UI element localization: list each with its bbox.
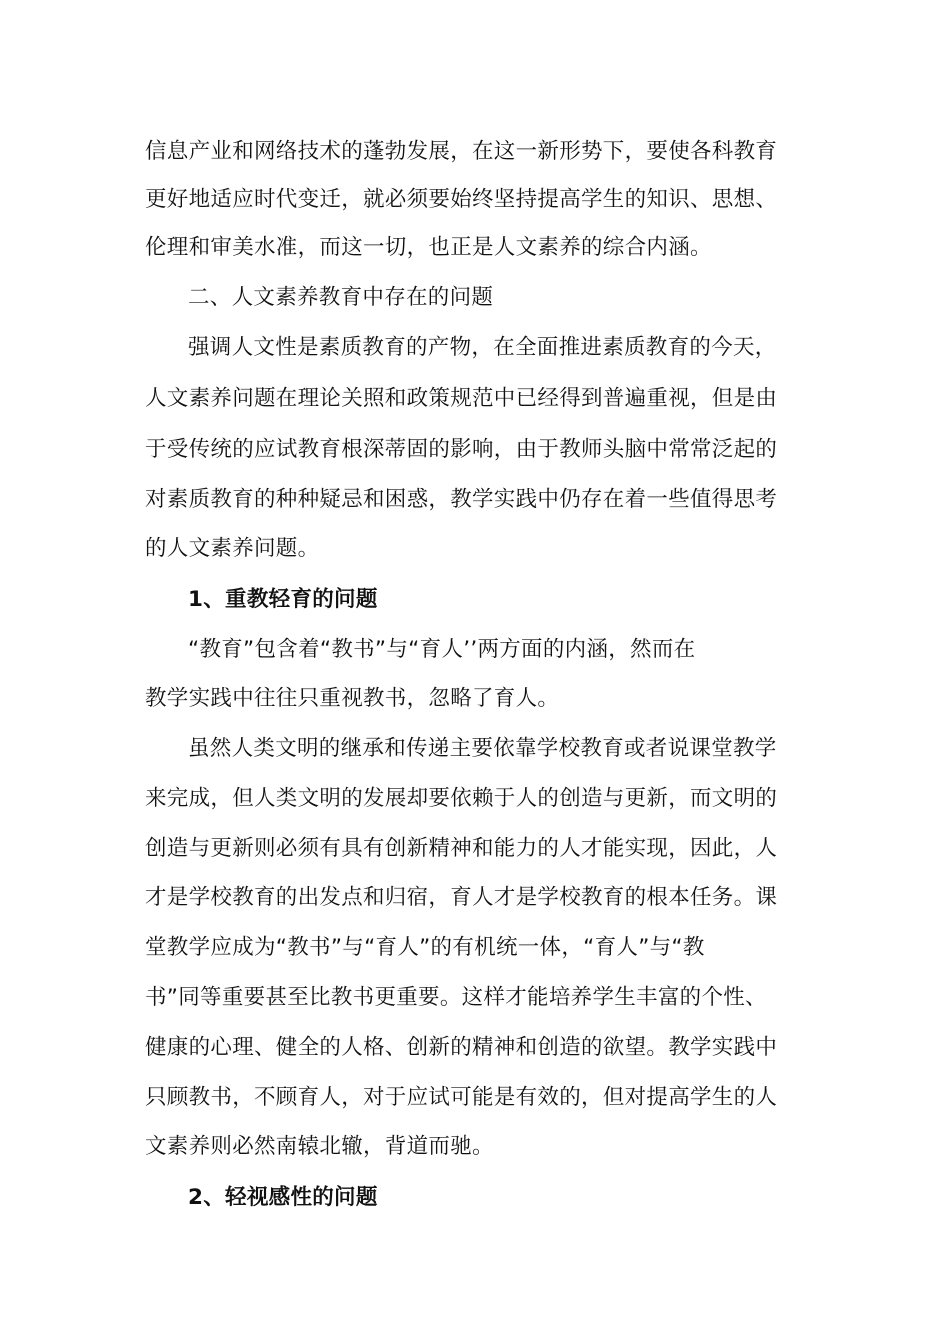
paragraph-line: “教育”包含着“教书”与“育人’’两方面的内涵，然而在	[188, 637, 696, 662]
paragraph-line: 强调人文性是素质教育的产物，在全面推进素质教育的今天，	[188, 335, 777, 360]
paragraph-line: 堂教学应成为“教书”与“育人”的有机统一体，“育人”与“教	[145, 935, 705, 960]
paragraph-line: 书”同等重要甚至比教书更重要。这样才能培养学生丰富的个性、	[145, 985, 767, 1010]
paragraph-line: 只顾教书，不顾育人，对于应试可能是有效的，但对提高学生的人	[145, 1085, 778, 1110]
paragraph-line: 来完成，但人类文明的发展却要依赖于人的创造与更新，而文明的	[145, 786, 778, 811]
paragraph-line: 的人文素养问题。	[145, 536, 320, 561]
subsection-heading: 2、轻视感性的问题	[188, 1185, 378, 1210]
paragraph-line: 于受传统的应试教育根深蒂固的影响，由于教师头脑中常常泛起的	[145, 437, 778, 462]
paragraph-line: 创造与更新则必须有具有创新精神和能力的人才能实现，因此，人	[145, 836, 778, 861]
paragraph-line: 更好地适应时代变迁，就必须要始终坚持提高学生的知识、思想、	[145, 187, 778, 212]
paragraph-line: 伦理和审美水准，而这一切，也正是人文素养的综合内涵。	[145, 235, 712, 260]
paragraph-line: 对素质教育的种种疑忌和困惑，教学实践中仍存在着一些值得思考	[145, 487, 778, 512]
paragraph-line: 人文素养问题在理论关照和政策规范中已经得到普遍重视，但是由	[145, 386, 778, 411]
paragraph-line: 教学实践中往往只重视教书，忽略了育人。	[145, 686, 560, 711]
subsection-heading: 1、重教轻育的问题	[188, 587, 378, 612]
paragraph-line: 文素养则必然南辕北辙，背道而驰。	[145, 1134, 494, 1159]
paragraph-line: 虽然人类文明的继承和传递主要依靠学校教育或者说课堂教学	[188, 736, 777, 761]
paragraph-line: 信息产业和网络技术的蓬勃发展，在这一新形势下，要使各科教育	[145, 139, 778, 164]
paragraph-line: 健康的心理、健全的人格、创新的精神和创造的欲望。教学实践中	[145, 1035, 778, 1060]
paragraph-line: 才是学校教育的出发点和归宿，育人才是学校教育的根本任务。课	[145, 885, 778, 910]
section-heading: 二、人文素养教育中存在的问题	[188, 285, 494, 310]
